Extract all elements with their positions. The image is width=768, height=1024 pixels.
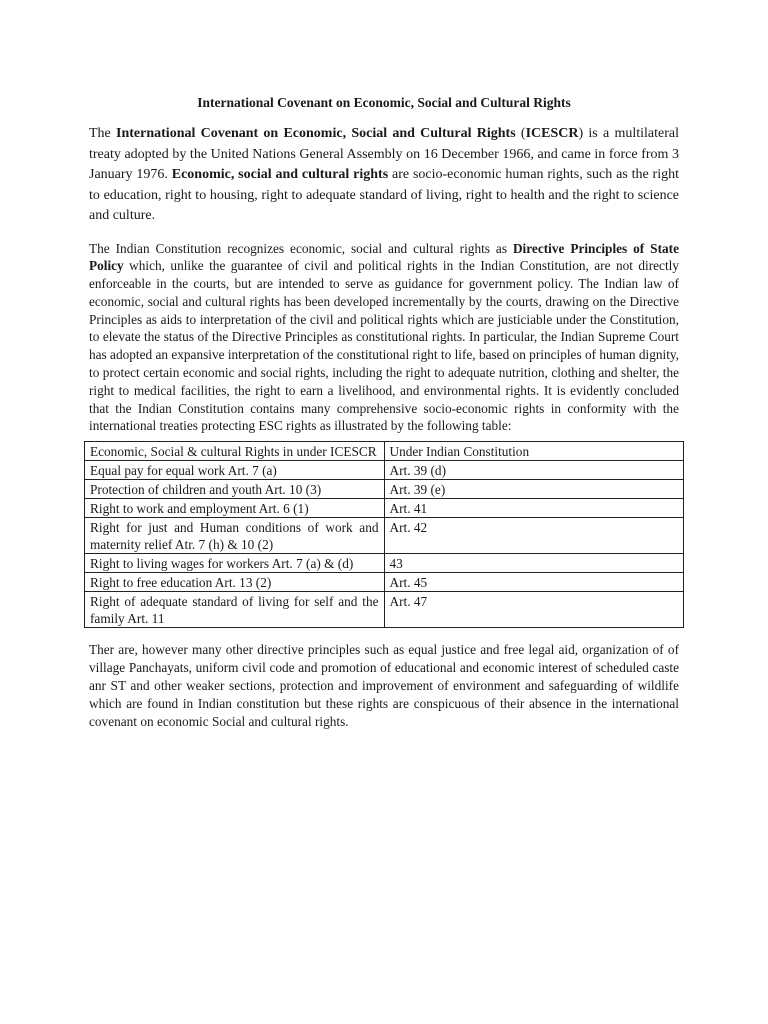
rights-comparison-table (84, 441, 684, 628)
table-cell: Right to living wages for workers Art. 7 (a) & (d) (85, 554, 385, 573)
table-row (85, 573, 684, 592)
table-cell: Art. 45 (384, 573, 684, 592)
bold-term-icescr: ICESCR (525, 126, 579, 141)
text-run: ( (515, 126, 526, 141)
document-title: International Covenant on Economic, Social and Cultural Rights (197, 95, 571, 110)
text-run: ) is a multilateral treaty adopted by the United Nations General Assembly on 16 December 1966, and came in force from 3 January 1976. (89, 126, 680, 182)
closing-paragraph: Ther are, however many other directive principles such as equal justice and free legal aid, organization of of village Panchayats, uniform civil code and promotion of educational and economic interest of scheduled caste anr ST and other weaker sections, protection and improvement of environment and safeguarding of wildlife which are found in Indian constitution but these rights are conspicuous of their absence in the international covenant on economic Social and cultural rights. (89, 642, 679, 730)
table-row (85, 592, 684, 628)
text-run: which, unlike the guarantee of civil and political rights in the Indian Constitution, are not directly enforceable in the courts, but are intended to serve as guidance for government policy. The Indian law of economic, social and cultural rights has been developed incrementally by the courts, drawing on the Directive Principles as aids to interpretation of the civil and political rights which are justiciable under the Constitution, to elevate the status of the Directive Principles as constitutional rights. In particular, the Indian Supreme Court has adopted an expansive interpretation of the constitutional right to life, based on principles of human dignity, to protect certain economic and social rights, including the right to adequate nutrition, clothing and shelter, the right to medical facilities, the right to earn a livelihood, and environmental rights. It is evidently concluded that the Indian Constitution contains many comprehensive socio-economic rights in conformity with the international treaties protecting ESC rights as illustrated by the following table: (89, 258, 679, 434)
bold-term-directive-principles: Directive Principles of State Policy (89, 240, 679, 274)
intro-paragraph (89, 124, 679, 227)
text-run: The (89, 126, 117, 141)
table-cell: Art. 42 (384, 518, 684, 554)
table-row (85, 461, 684, 480)
table-row (85, 499, 684, 518)
table-cell: Equal pay for equal work Art. 7 (a) (85, 461, 385, 480)
table-cell: Art. 41 (384, 499, 684, 518)
table-cell: Art. 47 (384, 592, 684, 628)
table-cell: Right to work and employment Art. 6 (1) (85, 499, 385, 518)
table-cell: Right of adequate standard of living for self and the family Art. 11 (85, 592, 385, 628)
constitution-paragraph (89, 240, 679, 436)
table-cell: Art. 39 (e) (384, 480, 684, 499)
table-header-row (85, 442, 684, 461)
bold-term-esc-rights: Economic, social and cultural rights (171, 167, 389, 182)
table-cell: Right for just and Human conditions of work and maternity relief Atr. 7 (h) & 10 (2) (85, 518, 385, 554)
table-cell: Protection of children and youth Art. 10 (3) (85, 480, 385, 499)
table-header-cell: Under Indian Constitution (384, 442, 684, 461)
table-header-cell: Economic, Social & cultural Rights in under ICESCR (85, 442, 385, 461)
document-page (89, 90, 679, 731)
table-cell: Right to free education Art. 13 (2) (85, 573, 385, 592)
table-cell: 43 (384, 554, 684, 573)
table-cell: Art. 39 (d) (384, 461, 684, 480)
table-row (85, 480, 684, 499)
text-run: are socio-economic human rights, such as the right to education, right to housing, right to adequate standard of living, right to health and the right to science and culture. (89, 167, 679, 223)
bold-term-icescr-full: International Covenant on Economic, Social and Cultural Rights (116, 126, 516, 141)
table-row (85, 518, 684, 554)
table-row (85, 554, 684, 573)
text-run: The Indian Constitution recognizes economic, social and cultural rights as (89, 240, 513, 256)
